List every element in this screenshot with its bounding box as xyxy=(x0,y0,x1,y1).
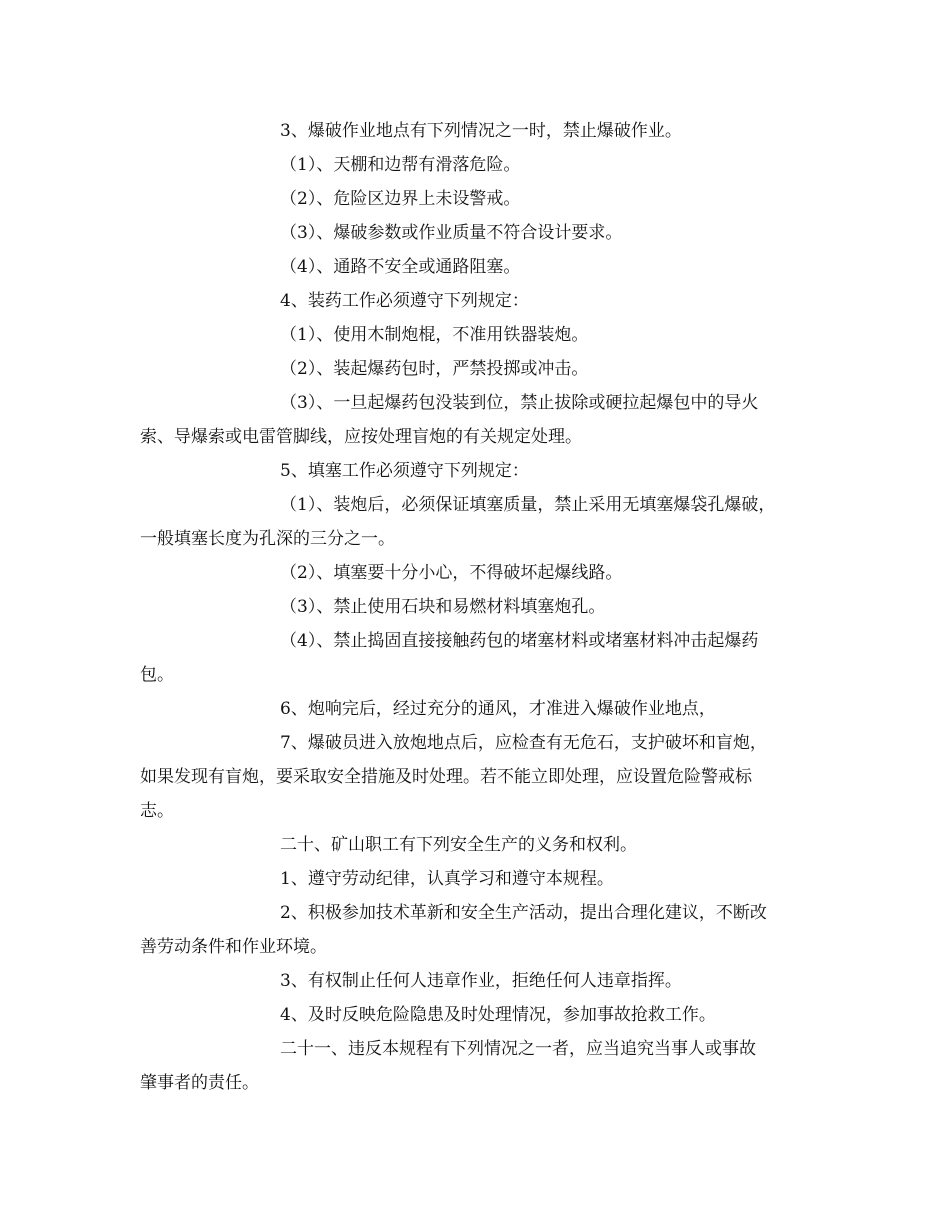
text-line: （2）、填塞要十分小心，不得破坏起爆线路。 xyxy=(280,563,623,583)
text-line: （3）、爆破参数或作业质量不符合设计要求。 xyxy=(280,223,623,243)
text-line: 肇事者的责任。 xyxy=(140,1073,259,1093)
text-line: （1）、使用木制炮棍，不准用铁器装炮。 xyxy=(280,325,589,345)
text-line: 4、装药工作必须遵守下列规定： xyxy=(280,291,529,311)
text-line: （4）、禁止捣固直接接触药包的堵塞材料或堵塞材料冲击起爆药 xyxy=(280,631,759,651)
text-line: 6、炮响完后，经过充分的通风，才准进入爆破作业地点， xyxy=(280,699,716,719)
text-line: 2、积极参加技术革新和安全生产活动，提出合理化建议，不断改 xyxy=(280,903,767,923)
text-line: 二十一、违反本规程有下列情况之一者，应当追究当事人或事故 xyxy=(280,1039,756,1059)
text-line: （2）、装起爆药包时，严禁投掷或冲击。 xyxy=(280,359,589,379)
text-line: 志。 xyxy=(140,801,174,821)
text-line: （3）、禁止使用石块和易燃材料填塞炮孔。 xyxy=(280,597,606,617)
text-line: （1）、装炮后，必须保证填塞质量，禁止采用无填塞爆袋孔爆破， xyxy=(280,495,776,515)
text-line: 7、爆破员进入放炮地点后，应检查有无危石，支护破坏和盲炮， xyxy=(280,733,767,753)
document-body xyxy=(140,114,830,1100)
text-line: （1）、天棚和边帮有滑落危险。 xyxy=(280,155,521,175)
text-line: 索、导爆索或电雷管脚线，应按处理盲炮的有关规定处理。 xyxy=(140,427,582,447)
text-line: 一般填塞长度为孔深的三分之一。 xyxy=(140,529,395,549)
text-line: 4、及时反映危险隐患及时处理情况，参加事故抢救工作。 xyxy=(280,1005,716,1025)
text-line: 二十、矿山职工有下列安全生产的义务和权利。 xyxy=(280,835,637,855)
text-line: 3、爆破作业地点有下列情况之一时，禁止爆破作业。 xyxy=(280,121,682,141)
text-line: 3、有权制止任何人违章作业，拒绝任何人违章指挥。 xyxy=(280,971,682,991)
text-line: 如果发现有盲炮，要采取安全措施及时处理。若不能立即处理，应设置危险警戒标 xyxy=(140,767,752,787)
text-line: 包。 xyxy=(140,665,174,685)
text-line: （2）、危险区边界上未设警戒。 xyxy=(280,189,521,209)
text-line: 5、填塞工作必须遵守下列规定： xyxy=(280,461,529,481)
text-line: （3）、一旦起爆药包没装到位，禁止拔除或硬拉起爆包中的导火 xyxy=(280,393,759,413)
text-line: 善劳动条件和作业环境。 xyxy=(140,937,327,957)
text-line: （4）、通路不安全或通路阻塞。 xyxy=(280,257,521,277)
text-line: 1、遵守劳动纪律，认真学习和遵守本规程。 xyxy=(280,869,614,889)
